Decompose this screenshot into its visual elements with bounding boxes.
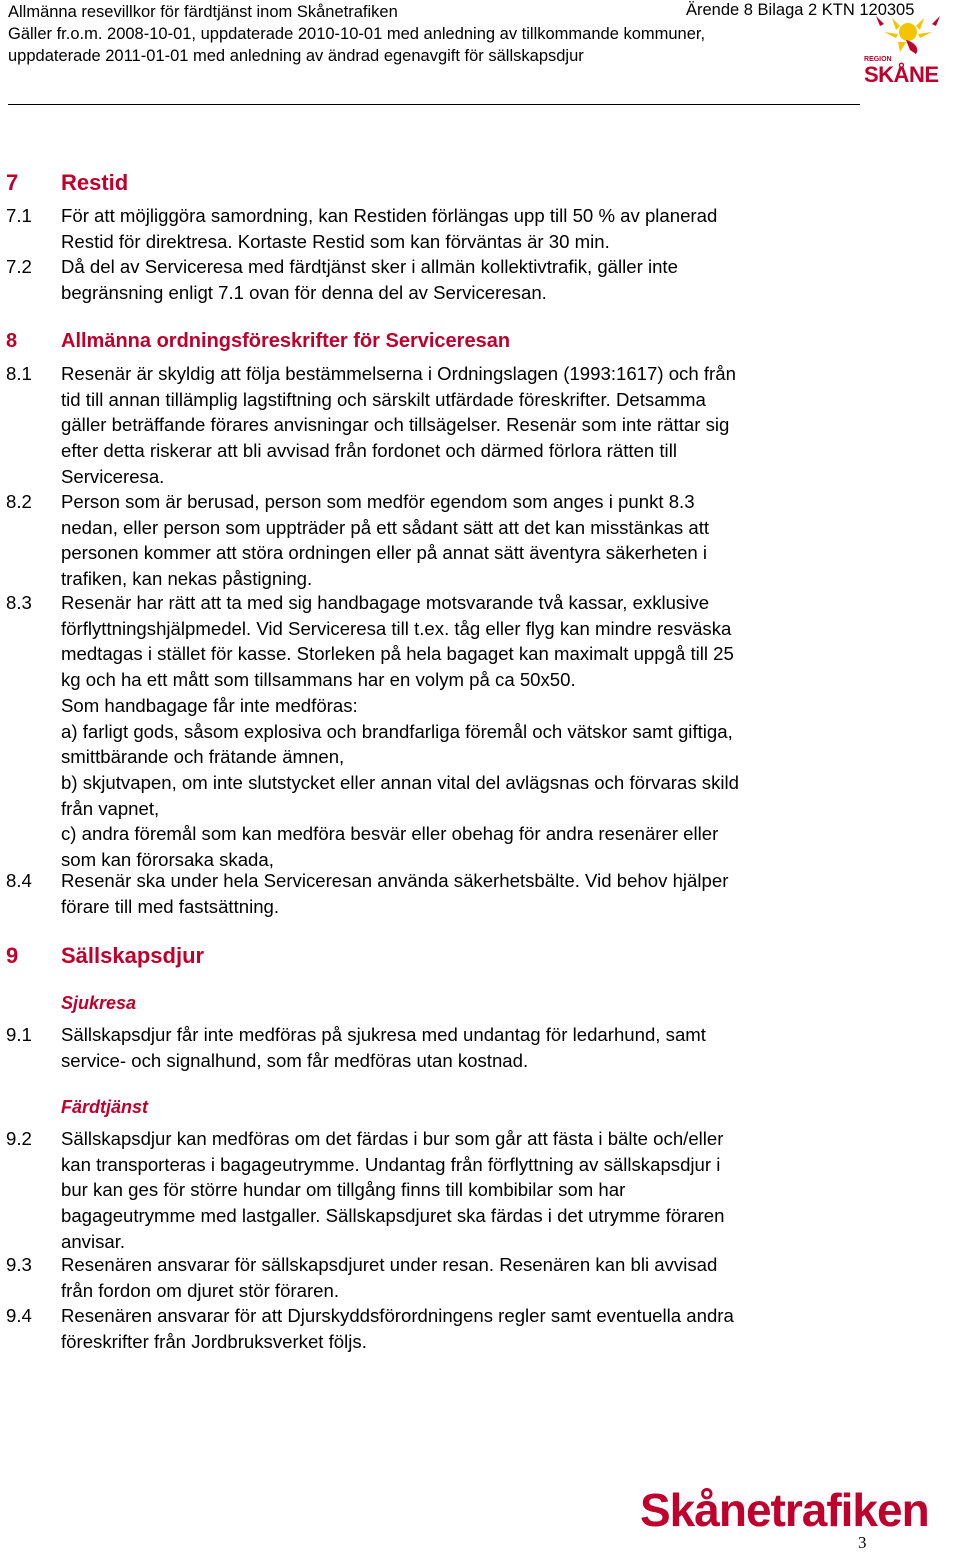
- clause-line: service- och signalhund, som får medföras utan kostnad.: [61, 1049, 529, 1071]
- case-reference: Ärende 8 Bilaga 2 KTN 120305: [686, 1, 915, 19]
- clause-number: 9.1: [6, 1024, 32, 1045]
- clause-number: 8.4: [6, 870, 32, 891]
- clause-line: Då del av Serviceresa med färdtjänst sker i allmän kollektivtrafik, gäller inte: [61, 256, 678, 277]
- section-title: Restid: [61, 170, 129, 195]
- clause-line: Sällskapsdjur kan medföras om det färdas i bur som går att fästa i bälte och/eller: [61, 1128, 724, 1149]
- header-divider: [8, 104, 860, 105]
- logo-region-text: REGION: [864, 56, 892, 63]
- section-number: 7: [6, 170, 19, 195]
- clause-line: kan transporteras i bagageutrymme. Undantag från förflyttning av sällskapsdjur i: [61, 1153, 721, 1175]
- clause-line: bur kan ges för större hundar om tillgång finns till kombibilar som har: [61, 1179, 626, 1201]
- header-validity: Gäller fr.o.m. 2008-10-01, uppdaterade 2010-10-01 med anledning av tillkommande kommuner,: [8, 25, 706, 43]
- clause-line: från fordon om djuret stör föraren.: [61, 1279, 340, 1301]
- clause-line: efter detta riskerar att bli avvisad från fordonet och därmed förlora rätten till: [61, 440, 677, 462]
- clause-line: nedan, eller person som uppträder på ett sådant sätt att det kan misstänkas att: [61, 516, 710, 538]
- clause-line: bagageutrymme med lastgaller. Sällskapsdjuret ska färdas i det utrymme föraren: [61, 1205, 725, 1227]
- header-update: uppdaterade 2011-01-01 med anledning av ändrad egenavgift för sällskapsdjur: [8, 47, 584, 65]
- clause-number: 9.3: [6, 1254, 32, 1275]
- clause-line: förflyttningshjälpmedel. Vid Serviceresa till t.ex. tåg eller flyg kan mindre resväska: [61, 617, 732, 639]
- subheading-sjukresa: Sjukresa: [61, 993, 137, 1013]
- skanetrafiken-logo: Skånetrafiken: [640, 1484, 929, 1536]
- clause-line: Resenären ansvarar för att Djurskyddsförordningens regler samt eventuella andra: [61, 1305, 734, 1326]
- clause-line: Resenären ansvarar för sällskapsdjuret under resan. Resenären kan bli avvisad: [61, 1254, 718, 1275]
- clause-line: Som handbagage får inte medföras:: [61, 694, 358, 716]
- clause-number: 9.4: [6, 1305, 32, 1326]
- clause-line: kg och ha ett mått som tillsammans har en volym på ca 50x50.: [61, 669, 576, 691]
- clause-line: c) andra föremål som kan medföra besvär eller obehag för andra resenärer eller: [61, 823, 719, 845]
- clause-number: 7.2: [6, 256, 32, 277]
- clause-line: förare till med fastsättning.: [61, 895, 280, 917]
- section-title: Sällskapsdjur: [61, 943, 205, 968]
- clause-line: från vapnet,: [61, 797, 160, 819]
- clause-line: Resenär är skyldig att följa bestämmelserna i Ordningslagen (1993:1617) och från: [61, 363, 736, 384]
- clause-number: 8.1: [6, 363, 32, 384]
- clause-line: b) skjutvapen, om inte slutstycket eller annan vital del avlägsnas och förvaras skild: [61, 771, 739, 793]
- clause-number: 9.2: [6, 1128, 32, 1149]
- clause-line: föreskrifter från Jordbruksverket följs.: [61, 1330, 367, 1352]
- clause-line: begränsning enligt 7.1 ovan för denna del av Serviceresan.: [61, 281, 547, 303]
- header-title: Allmänna resevillkor för färdtjänst inom Skånetrafiken: [8, 3, 398, 21]
- region-skane-logo: [862, 12, 954, 90]
- subheading-fardtjanst: Färdtjänst: [61, 1097, 149, 1117]
- clause-line: medtagas i stället för kasse. Storleken på hela bagaget kan maximalt uppgå till 25: [61, 643, 734, 665]
- section-number: 9: [6, 943, 19, 968]
- section-number: 8: [6, 330, 18, 352]
- clause-line: personen kommer att störa ordningen eller på annat sätt äventyra säkerheten i: [61, 542, 707, 564]
- clause-line: smittbärande och frätande ämnen,: [61, 746, 345, 768]
- logo-skane-text: SKÅNE: [864, 62, 939, 87]
- clause-line: som kan förorsaka skada,: [61, 849, 274, 871]
- clause-line: Resenär ska under hela Serviceresan använda säkerhetsbälte. Vid behov hjälper: [61, 870, 729, 891]
- clause-line: tid till annan tillämplig lagstiftning och särskilt utfärdade föreskrifter. Detsamma: [61, 388, 706, 410]
- clause-line: trafiken, kan nekas påstigning.: [61, 568, 313, 590]
- clause-number: 8.2: [6, 491, 32, 512]
- clause-line: gäller beträffande förares anvisningar och tillsägelser. Resenär som inte rättar sig: [61, 414, 730, 436]
- clause-line: Sällskapsdjur får inte medföras på sjukresa med undantag för ledarhund, samt: [61, 1024, 706, 1045]
- clause-line: anvisar.: [61, 1230, 126, 1252]
- clause-line: a) farligt gods, såsom explosiva och brandfarliga föremål och vätskor samt giftiga,: [61, 720, 733, 742]
- page-number: 3: [858, 1533, 867, 1552]
- clause-number: 7.1: [6, 205, 32, 226]
- clause-line: Serviceresa.: [61, 465, 165, 487]
- clause-line: För att möjliggöra samordning, kan Restiden förlängas upp till 50 % av planerad: [61, 205, 718, 226]
- clause-number: 8.3: [6, 592, 32, 613]
- clause-line: Person som är berusad, person som medför egendom som anges i punkt 8.3: [61, 491, 695, 512]
- clause-line: Restid för direktresa. Kortaste Restid som kan förväntas är 30 min.: [61, 230, 610, 252]
- clause-line: Resenär har rätt att ta med sig handbagage motsvarande två kassar, exklusive: [61, 592, 710, 613]
- section-title: Allmänna ordningsföreskrifter för Serviceresan: [61, 330, 511, 352]
